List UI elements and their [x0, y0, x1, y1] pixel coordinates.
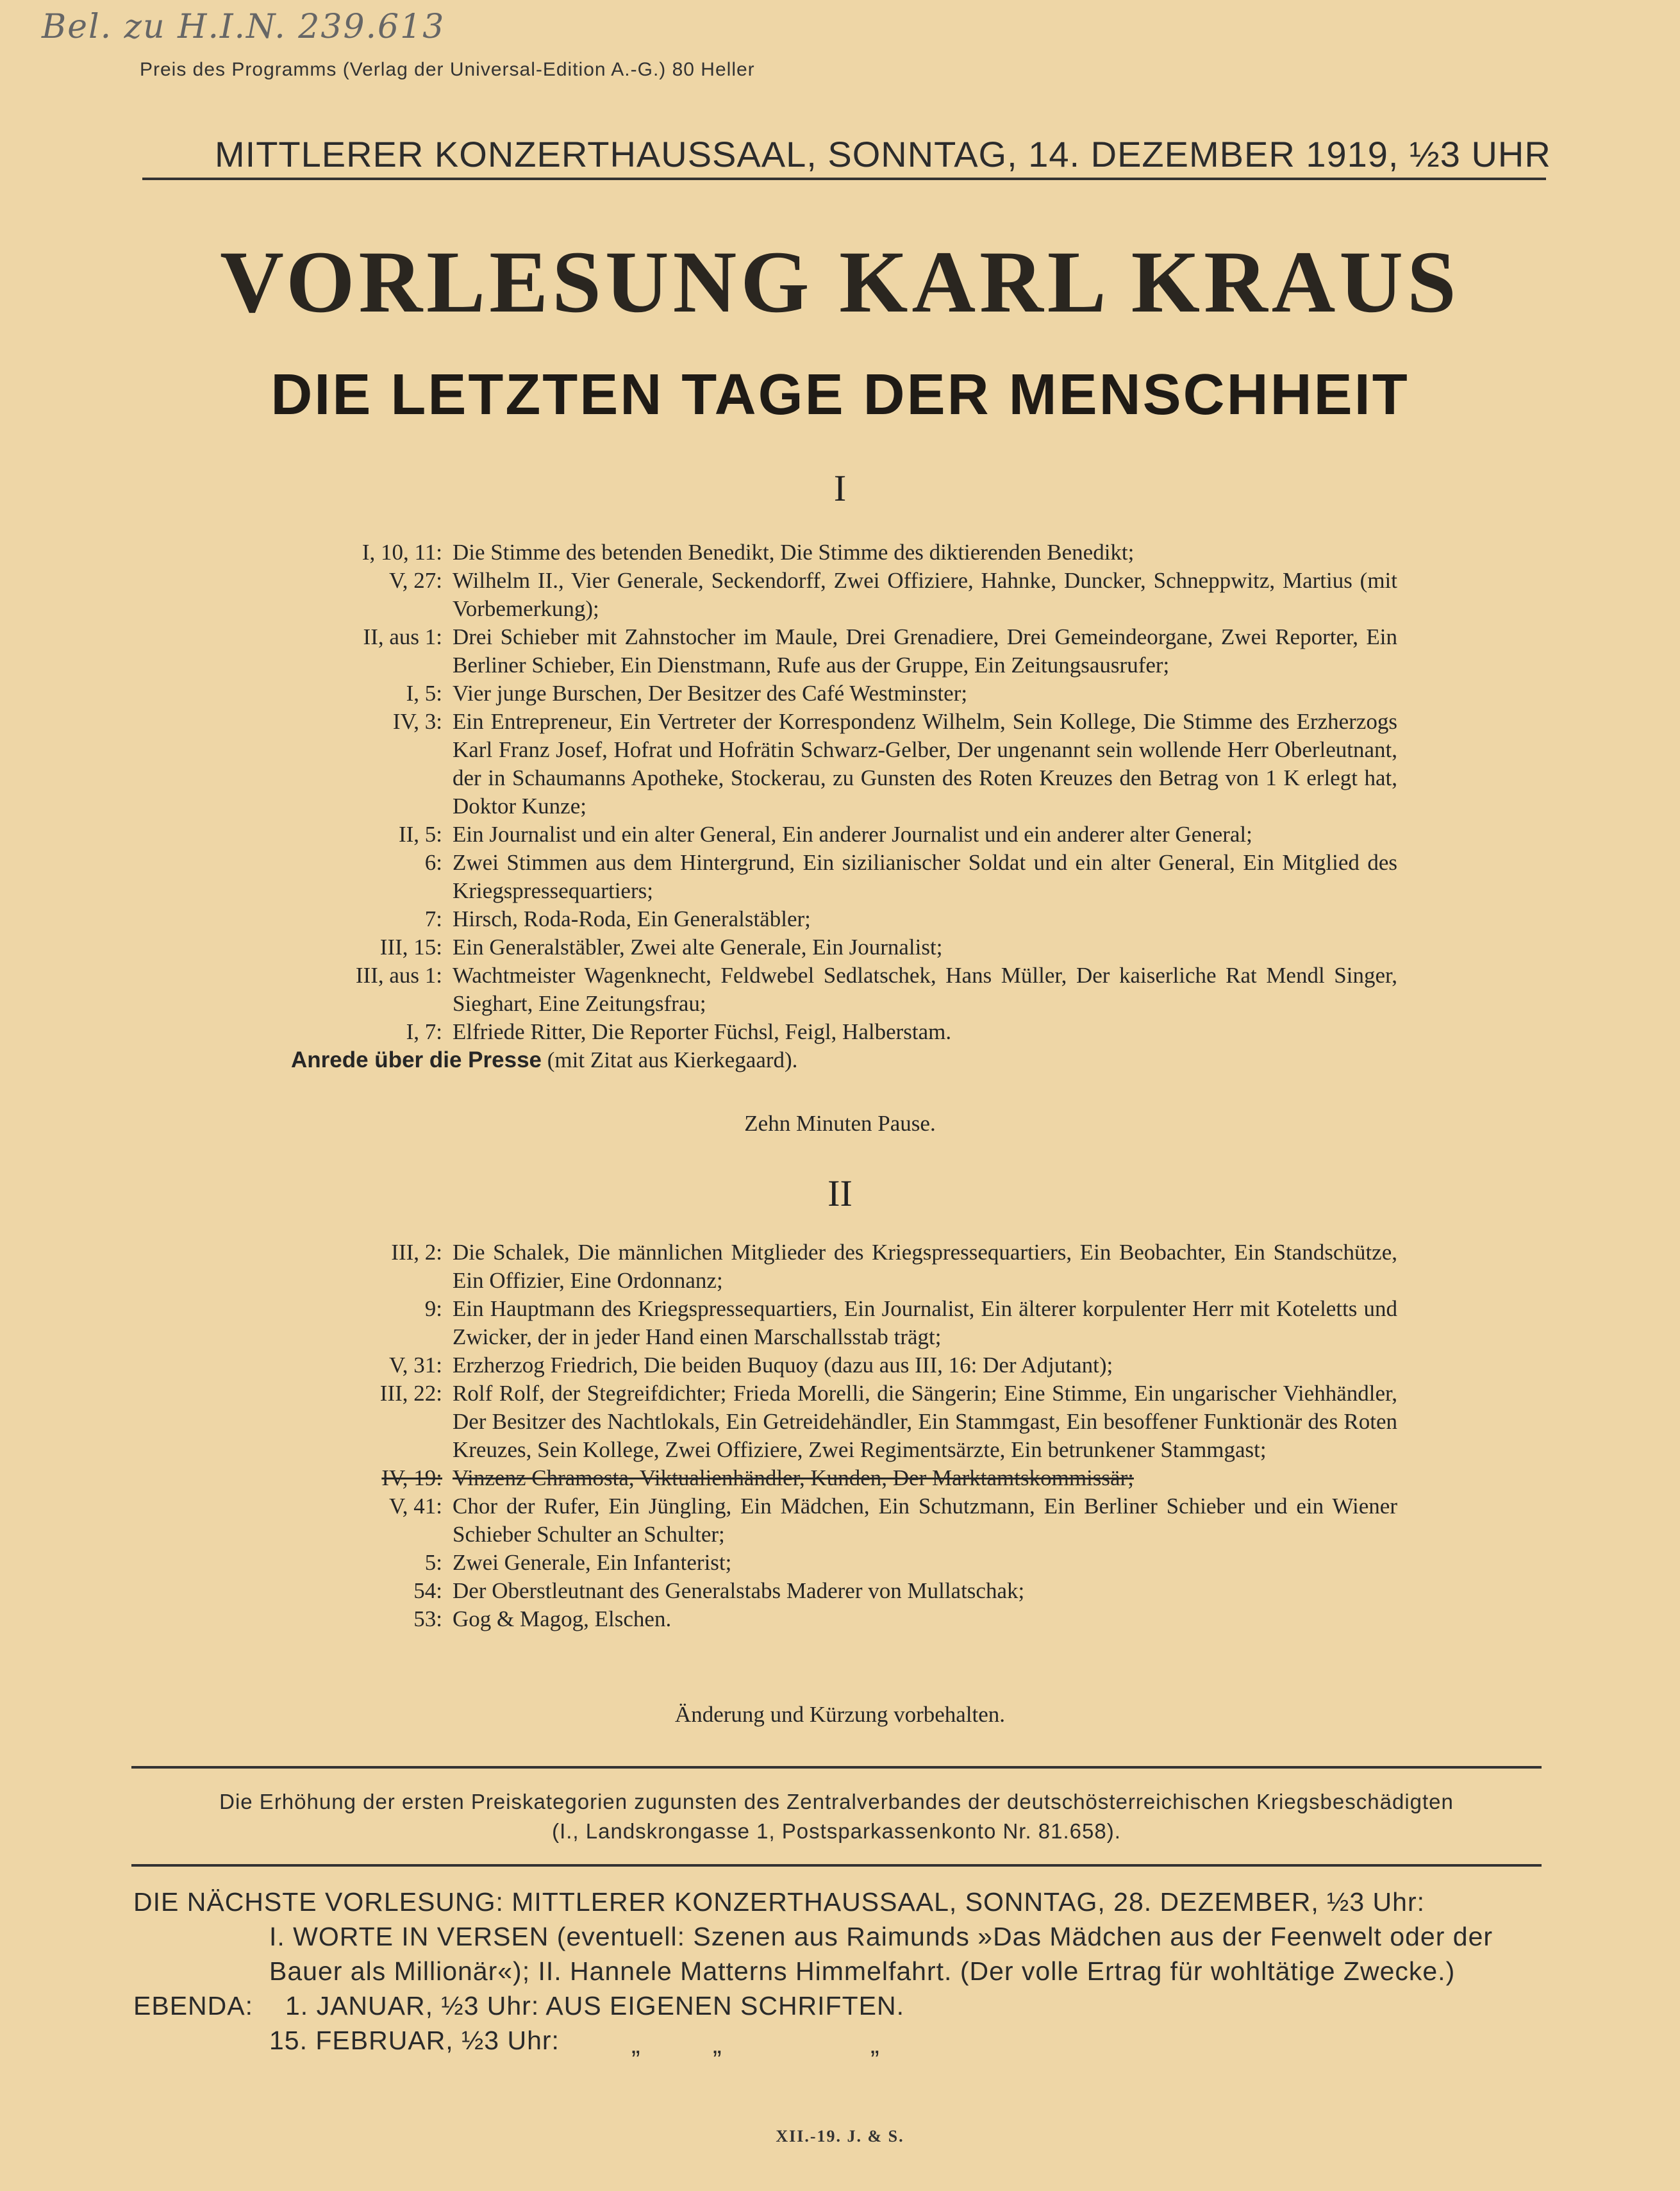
scene-roles: Zwei Generale, Ein Infanterist;	[453, 1550, 732, 1575]
part-two-program	[282, 1238, 1397, 1633]
program-entry	[282, 1238, 1397, 1295]
anrede-rest: (mit Zitat aus Kierkegaard).	[542, 1047, 798, 1072]
scene-roles: Hirsch, Roda-Roda, Ein Generalstäbler;	[453, 906, 811, 931]
ebenda-february: 15. FEBRUAR, ½3 Uhr:	[269, 2026, 560, 2055]
scene-roles: Die Schalek, Die männlichen Mitglieder des Kriegspressequartiers, Ein Beobachter, Ein Standschütze, Ein Offizier, Eine Ordonnanz;	[453, 1240, 1397, 1293]
page-title: VORLESUNG KARL KRAUS	[220, 233, 1460, 331]
next-lecture-line: DIE NÄCHSTE VORLESUNG: MITTLERER KONZERTHAUSSAAL, SONNTAG, 28. DEZEMBER, ½3 Uhr:	[133, 1887, 1425, 1917]
program-entry	[282, 1605, 1397, 1633]
part-two-numeral: II	[828, 1172, 852, 1214]
scene-ref: IV, 19:	[381, 1465, 442, 1490]
scene-ref: II, 5:	[398, 822, 442, 847]
scene-ref: III, 22:	[379, 1381, 442, 1406]
scene-roles: Zwei Stimmen aus dem Hintergrund, Ein sizilianischer Soldat und ein alter General, Ein Mitglied des Kriegspressequartiers;	[453, 850, 1397, 903]
scene-ref: 54:	[413, 1578, 442, 1603]
header-rule	[142, 178, 1546, 180]
scene-roles: Wilhelm II., Vier Generale, Seckendorff, Zwei Offiziere, Hahnke, Duncker, Schneppwitz, Martius (mit Vorbemerkung);	[453, 568, 1397, 621]
scene-ref: I, 7:	[406, 1019, 442, 1044]
scene-roles: Der Oberstleutnant des Generalstabs Maderer von Mullatschak;	[453, 1578, 1025, 1603]
notice-bottom-rule	[131, 1864, 1542, 1867]
program-entry	[282, 1018, 1397, 1046]
scene-ref: I, 5:	[406, 681, 442, 706]
scene-roles: Ein Hauptmann des Kriegspressequartiers, Ein Journalist, Ein älterer korpulenter Herr mit Koteletts und Zwicker, der in jeder Hand einen Marschallsstab trägt;	[453, 1296, 1397, 1349]
scene-ref: V, 31:	[389, 1353, 442, 1378]
scene-ref: 6:	[424, 850, 442, 875]
ebenda-january: 1. JANUAR, ½3 Uhr: AUS EIGENEN SCHRIFTEN.	[285, 1991, 904, 2020]
scene-ref: IV, 3:	[392, 709, 442, 734]
pause-note: Zehn Minuten Pause.	[744, 1111, 936, 1136]
proceeds-notice-line: Die Erhöhung der ersten Preiskategorien zugunsten des Zentralverbandes der deutschösterreichischen Kriegsbeschädigten	[219, 1790, 1454, 1813]
scene-roles: Gog & Magog, Elschen.	[453, 1606, 672, 1631]
scene-roles: Erzherzog Friedrich, Die beiden Buquoy (dazu aus III, 16: Der Adjutant);	[453, 1353, 1113, 1378]
scene-roles: Vier junge Burschen, Der Besitzer des Café Westminster;	[453, 681, 968, 706]
scene-ref: III, 15:	[379, 935, 442, 960]
notice-top-rule	[131, 1766, 1542, 1769]
ditto-mark: „	[713, 2029, 722, 2059]
scene-ref: V, 27:	[389, 568, 442, 593]
scene-roles: Wachtmeister Wagenknecht, Feldwebel Sedlatschek, Hans Müller, Der kaiserliche Rat Mendl Singer, Sieghart, Eine Zeitungsfrau;	[453, 963, 1397, 1016]
program-entry	[282, 849, 1397, 905]
program-entry	[282, 933, 1397, 962]
scene-roles: Rolf Rolf, der Stegreifdichter; Frieda Morelli, die Sängerin; Eine Stimme, Ein ungarischer Viehhändler, Der Besitzer des Nachtlokals, Ein Getreidehändler, Ein Stammgast, Ein besoffener Funktionär des Roten Kreuzes, Sein Kollege, Zwei Offiziere, Zwei Regimentsärzte, Ein betrunkener Stammgast;	[453, 1381, 1397, 1462]
scene-ref: 7:	[424, 906, 442, 931]
scene-roles: Ein Entrepreneur, Ein Vertreter der Korrespondenz Wilhelm, Sein Kollege, Die Stimme des Erzherzogs Karl Franz Josef, Hofrat und Hofrätin Schwarz-Gelber, Der ungenannt sein wollende Herr Oberleutnant, der in Schaumanns Apotheke, Stockerau, zu Gunsten des Roten Kreuzes den Betrag von 1 K erlegt hat, Doktor Kunze;	[453, 709, 1397, 819]
scene-ref: 53:	[413, 1606, 442, 1631]
program-entry	[282, 708, 1397, 821]
scene-roles: Vinzenz Chramosta, Viktualienhändler, Kunden, Der Marktamtskommissär;	[453, 1465, 1134, 1490]
ditto-mark: „	[631, 2029, 641, 2059]
anrede-bold: Anrede über die Presse	[291, 1047, 542, 1072]
next-lecture-program-line: Bauer als Millionär«); II. Hannele Matterns Himmelfahrt. (Der volle Ertrag für wohltätige Zwecke.)	[269, 1956, 1456, 1986]
changes-note: Änderung und Kürzung vorbehalten.	[674, 1702, 1006, 1727]
program-entry	[282, 567, 1397, 623]
scene-ref: 5:	[424, 1550, 442, 1575]
program-entry	[282, 821, 1397, 849]
program-entry	[282, 1295, 1397, 1351]
venue-line: MITTLERER KONZERTHAUSSAAL, SONNTAG, 14. DEZEMBER 1919, ½3 UHR	[215, 134, 1551, 174]
scene-roles: Elfriede Ritter, Die Reporter Füchsl, Feigl, Halberstam.	[453, 1019, 952, 1044]
ebenda-label: EBENDA:	[133, 1991, 253, 2020]
program-entry	[282, 623, 1397, 679]
scene-ref: II, aus 1:	[363, 624, 442, 649]
anrede-line	[291, 1046, 1397, 1074]
scene-ref: III, 2:	[391, 1240, 442, 1265]
scene-ref: 9:	[424, 1296, 442, 1321]
scene-ref: III, aus 1:	[355, 963, 442, 988]
part-one-numeral: I	[833, 467, 847, 509]
next-lecture-program-line: I. WORTE IN VERSEN (eventuell: Szenen aus Raimunds »Das Mädchen aus der Feenwelt oder der	[269, 1922, 1493, 1951]
scene-roles: Die Stimme des betenden Benedikt, Die Stimme des diktierenden Benedikt;	[453, 540, 1135, 565]
page-subtitle: DIE LETZTEN TAGE DER MENSCHHEIT	[270, 363, 1410, 427]
struck-program-entry	[282, 1464, 1397, 1492]
program-entry	[282, 1492, 1397, 1549]
scene-roles: Drei Schieber mit Zahnstocher im Maule, Drei Grenadiere, Drei Gemeindeorgane, Zwei Reporter, Ein Berliner Schieber, Ein Dienstmann, Rufe aus der Gruppe, Ein Zeitungsausrufer;	[453, 624, 1397, 678]
scene-roles: Ein Journalist und ein alter General, Ein anderer Journalist und ein anderer alter General;	[453, 822, 1252, 847]
program-entry	[282, 1577, 1397, 1605]
program-entry	[282, 1379, 1397, 1464]
price-line: Preis des Programms (Verlag der Universal-Edition A.-G.) 80 Heller	[140, 59, 755, 80]
proceeds-notice	[131, 1787, 1542, 1846]
scene-roles: Ein Generalstäbler, Zwei alte Generale, Ein Journalist;	[453, 935, 943, 960]
scene-ref: I, 10, 11:	[362, 540, 442, 565]
program-entry	[282, 1351, 1397, 1379]
scene-roles: Chor der Rufer, Ein Jüngling, Ein Mädchen, Ein Schutzmann, Ein Berliner Schieber und ein Wiener Schieber Schulter an Schulter;	[453, 1494, 1397, 1547]
program-entry	[282, 962, 1397, 1018]
program-entry	[282, 1549, 1397, 1577]
proceeds-notice-address: (I., Landskrongasse 1, Postsparkassenkonto Nr. 81.658).	[552, 1819, 1121, 1843]
program-entry	[282, 905, 1397, 933]
scene-ref: V, 41:	[389, 1494, 442, 1519]
printer-mark: XII.-19. J. & S.	[776, 2127, 904, 2145]
handwritten-archive-note: Bel. zu H.I.N. 239.613	[42, 8, 445, 46]
program-entry	[282, 679, 1397, 708]
ditto-mark: „	[870, 2029, 880, 2059]
part-one-program	[282, 538, 1397, 1074]
program-entry	[282, 538, 1397, 567]
